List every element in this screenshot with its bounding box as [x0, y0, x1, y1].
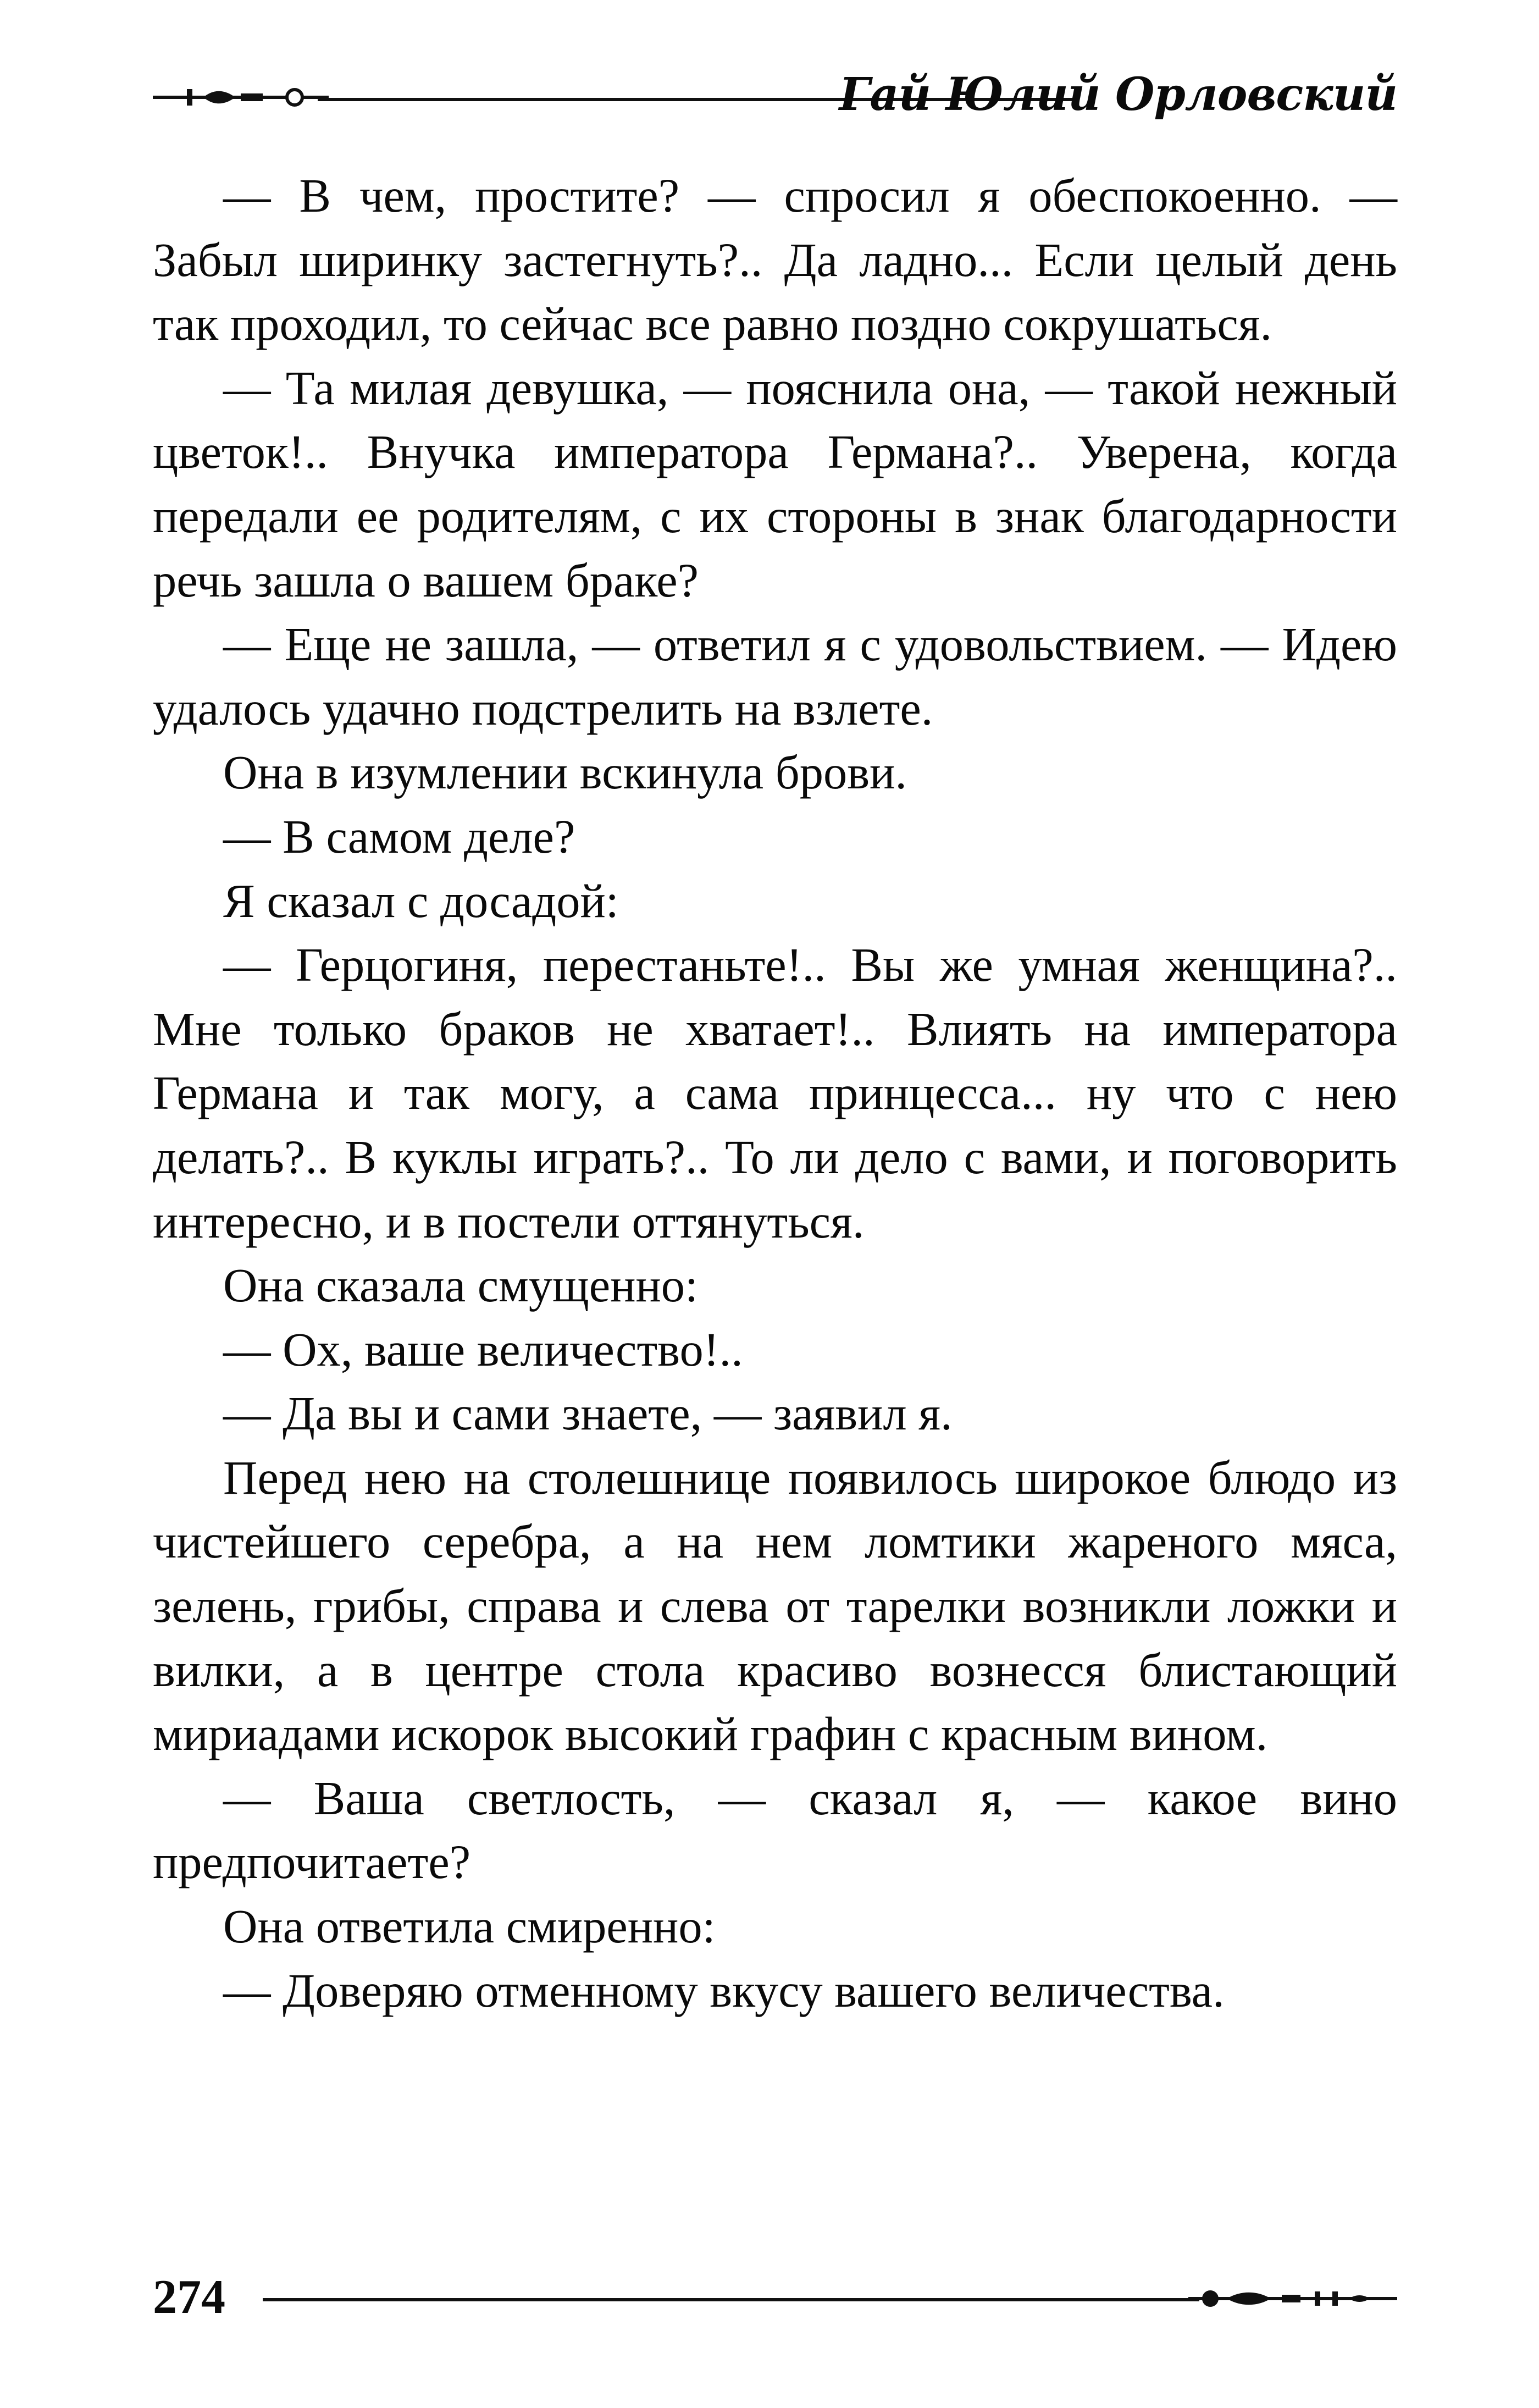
- paragraph: — Доверяю отменному вкусу вашего величества.: [223, 1964, 1225, 2017]
- paragraph: Она сказала смущенно:: [223, 1259, 699, 1312]
- paragraph: — В чем, простите? — спросил я обеспокоенно. — Забыл ширинку застегнуть?.. Да ладно... Если целый день так проходил, то сейчас все равно поздно сокрушаться.: [153, 169, 1397, 351]
- paragraph: — Еще не зашла, — ответил я с удовольствием. — Идею удалось удачно подстрелить на взлете.: [153, 618, 1397, 735]
- page-text: [153, 164, 1397, 2023]
- running-header: [153, 60, 1397, 126]
- paragraph: — Ох, ваше величество!..: [223, 1323, 743, 1376]
- paragraph: — Герцогиня, перестаньте!.. Вы же умная женщина?.. Мне только браков не хватает!.. Влиять на императора Германа и так могу, а сама принцесса... ну что с нею делать?.. В куклы играть?.. То ли дело с вами, и поговорить интересно, и в постели оттянуться.: [153, 938, 1397, 1248]
- page-number: 274: [153, 2271, 225, 2324]
- running-footer: [153, 2265, 1397, 2331]
- author-name: Гай Юлий Орловский: [839, 68, 1397, 121]
- paragraph: Я сказал с досадой:: [223, 874, 619, 927]
- paragraph: Она ответила смиренно:: [223, 1900, 716, 1953]
- right-ornament-icon: [1188, 2285, 1397, 2312]
- paragraph: — В самом деле?: [223, 810, 575, 863]
- paragraph: — Та милая девушка, — пояснила она, — такой нежный цветок!.. Внучка императора Германа?.. Уверена, когда передали ее родителям, с их стороны в знак благодарности речь зашла о вашем браке?: [153, 361, 1397, 607]
- paragraph: — Да вы и сами знаете, — заявил я.: [223, 1387, 953, 1440]
- paragraph: — Ваша светлость, — сказал я, — какое вино предпочитаете?: [153, 1771, 1397, 1889]
- paragraph: Она в изумлении вскинула брови.: [223, 746, 907, 799]
- left-ornament-icon: [153, 82, 329, 110]
- paragraph: Перед нею на столешнице появилось широкое блюдо из чистейшего серебра, а на нем ломтики жареного мяса, зелень, грибы, справа и слева от тарелки возникли ложки и вилки, а в центре стола красиво вознесся блистающий мириадами искорок высокий графин с красным вином.: [153, 1451, 1397, 1761]
- footer-rule: [263, 2298, 1199, 2301]
